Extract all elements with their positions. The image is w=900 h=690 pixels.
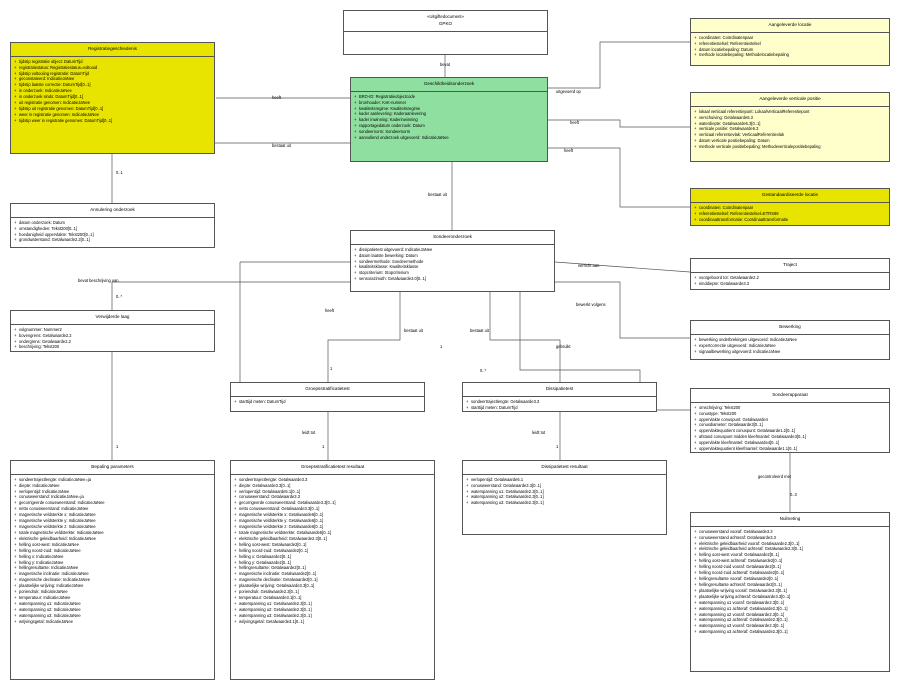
attribute: verticaal referentievlak: VerticaalReferentievlak (699, 132, 785, 138)
class-groepsstratificatietest-resultaat-title: Groepsstratificatietest resultaat (300, 464, 365, 469)
class-dissipatietest-resultaat[interactable] (462, 460, 667, 535)
attribute: datum onderzoek: Datum (19, 219, 65, 225)
attribute: sondeermethode: Sondeermethode (359, 258, 424, 264)
class-traject-title: Traject (783, 262, 797, 267)
attribute: omstandigheden: Tekst200[0..1] (19, 225, 77, 231)
edge-label: 0..* (116, 294, 123, 299)
attribute: magnetische declinatie: IndicatieJaNee (19, 577, 91, 583)
edge-label: uitgevoerd op (556, 89, 581, 94)
attribute: elektrische geleidbaarheid achteraf: Getalwaarde2.3[0..1] (699, 546, 803, 552)
edge-label: gebruikt (556, 344, 571, 349)
attribute: totale magnetische veldsterkte: IndicatieJaNee (19, 529, 104, 535)
class-nulmeting[interactable] (690, 512, 890, 672)
edge-label: 1 (556, 444, 559, 449)
attribute: omschrijving: Tekst200 (699, 404, 741, 410)
edge-label: 1 (116, 444, 119, 449)
class-sondeeronderzoek-attributes: + dissipatietest uitgevoerd: IndicatieJaNee + datum laatste bewerking: Datum + sondeermethode: Sondeermethode + kwaliteitsklasse: Kwaliteitsklasse + stopcriterium: Stopcriterium + sensorazimuth: Getalwaarde3.0[0..1] (354, 246, 433, 282)
attribute: bewerking onderbrekingen uitgevoerd: IndicatieJaNee (699, 336, 797, 342)
attribute: elektrische geleidbaarheid: IndicatieJaNee (19, 535, 96, 541)
class-aangeleverde-verticale-positie-attributes: + lokaal verticaal referentiepunt: LokaalVerticaalReferentiepunt + verschuiving: Getalwaarde6.3 + waterdiepte: Getalwaarde6.3[0..1] + verticale positie: Getalwaarde6.3 + verticaal referentievlak: VerticaalReferentievlak + datum verticale positiebepaling: Datum + methode verticale positiebepaling: Methodeverticalepositiebepaling (694, 108, 821, 150)
class-registratiegeschiedenis-title: Registratiegeschiedenis (88, 46, 137, 51)
class-traject[interactable] (690, 258, 890, 290)
class-dissipatietest-resultaat-attributes: + verlopentijd: Getalwaarde5.1 + conusweerstand: Getalwaarde3.3[0..1] + waterspanning u1: Getalwaarde2.3[0..1] + waterspanning u2: Getalwaarde2.3[0..1] + waterspanning u3: Getalwaarde2.3[0..1] (466, 476, 544, 506)
attribute: ondergrens: Getalwaarde2.2 (19, 338, 71, 344)
edge-label: 0..* (480, 368, 487, 373)
edge-label: heeft (564, 148, 574, 153)
attribute: totale magnetische veldsterkte: Getalwaarde6[0..1] (239, 529, 332, 535)
attribute: kader inwinning: Kaderinwinning (359, 117, 418, 123)
class-traject-attributes: + voorgeboord tot: Getalwaarde2.2 + einddiepte: Getalwaarde3.3 (694, 274, 759, 286)
class-bewerking-attributes: + bewerking onderbrekingen uitgevoerd: IndicatieJaNee + expertcorrectie uitgevoerd: IndicatieJaNee + signaalbewerking uitgevoerd: IndicatieJaNee (694, 336, 797, 354)
attribute: helling y: IndicatieJaNee (19, 559, 64, 565)
attribute: kader aanlevering: Kaderaanlevering (359, 111, 426, 117)
class-annulering-onderzoek-attributes: + datum onderzoek: Datum + omstandigheden: Tekst200[0..1] + hoedanigheid oppervlakte: Tekst200[0..1] + grondwaterstand: Getalwaarde2.2[0..1] (14, 219, 94, 243)
attribute: waterspanning u3: Getalwaarde2.3[0..1] (471, 500, 544, 506)
edge-label: heeft (325, 308, 335, 313)
class-dissipatietest-resultaat-title: Dissipatietest resultaat (541, 464, 588, 469)
attribute: conusweerstand: Getalwaarde3.3[0..1] (471, 482, 542, 488)
attribute: uit registratie genomen: IndicatieJaNee (19, 100, 90, 106)
attribute: plaatselijke wrijving: IndicatieJaNee (19, 583, 84, 589)
attribute: starttijd meten: DatumTijd (239, 398, 286, 404)
attribute: magnetische veldsterkte z: Getalwaarde6[0..1] (239, 524, 324, 530)
attribute: coordinaten: Coördinatenpaar (699, 204, 754, 210)
attribute: netto conusweerstand: Getalwaarde3.3[0..1] (239, 506, 320, 512)
class-annulering-onderzoek-title: Annulering onderzoek (90, 207, 135, 212)
attribute: conusweerstand achteraf: Getalwaarde3.3 (699, 534, 776, 540)
class-bepaling-parameters-attributes: + sondeertrajectlengte: IndicatieJaNee=ja + diepte: IndicatieJaNee + verlopentijd: IndicatieJaNee + conusweerstand: IndicatieJaNee=ja + gecorrigeerde conusweerstand: IndicatieJaNee + netto conusweerstand: IndicatieJaNee + magnetische veldsterkte x: IndicatieJaNee + magnetische veldsterkte y: IndicatieJaNee + magnetische veldsterkte z: IndicatieJaNee + totale magnetische veldsterkte: IndicatieJaNee + elektrische geleidbaarheid: IndicatieJaNee + helling oost-west: IndicatieJaNee + helling noord-zuid: IndicatieJaNee + helling x: IndicatieJaNee + helling y: IndicatieJaNee + hellingresultante: IndicatieJaNee + magnetische inclinatie: IndicatieJaNee + magnetische declinatie: IndicatieJaNee + plaatselijke wrijving: IndicatieJaNee + poriendruk: IndicatieJaNee + temperatuur: IndicatieJaNee + waterspanning u1: IndicatieJaNee + waterspanning u2: IndicatieJaNee + waterspanning u3: IndicatieJaNee + wrijvingsgetal: IndicatieJaNee (14, 476, 105, 624)
attribute: conusdiameter: Getalwaarde3[0..1] (699, 422, 763, 428)
attribute: waterspanning u3: Getalwaarde2.3[0..1] (239, 612, 312, 618)
attribute: hellingresultante: Getalwaarde2[0..1] (239, 565, 306, 571)
attribute: plaatselijke wrijving: Getalwaarde3.3[0..1] (239, 583, 315, 589)
attribute: waterspanning u2: Getalwaarde2.3[0..1] (471, 494, 544, 500)
class-geschiktheidsonderzoek[interactable] (350, 77, 548, 162)
attribute: waterspanning u1: IndicatieJaNee (19, 601, 81, 607)
attribute: poriendruk: IndicatieJaNee (19, 589, 68, 595)
edge-label: 0..1 (116, 170, 123, 175)
attribute: weer in registratie genomen: IndicatieJaNee (19, 111, 99, 117)
class-gpko-stereotype: «Uitgiftedocument» (426, 14, 465, 19)
attribute: voorgeboord tot: Getalwaarde2.2 (699, 274, 759, 280)
class-bepaling-parameters[interactable] (10, 460, 215, 680)
class-verwijderde-laag-attributes: + volgnummer: Nummer2 + bovengrens: Getalwaarde2.2 + ondergrens: Getalwaarde2.2 + beschrijving: Tekst200 (14, 326, 72, 350)
attribute: temperatuur: Getalwaarde3.1[0..1] (239, 595, 302, 601)
attribute: sondeertrajectlengte: IndicatieJaNee=ja (19, 476, 92, 482)
attribute: referentiestelsel: Referentiestelsel (699, 40, 761, 46)
class-gestandaardiseerde-locatie[interactable] (690, 188, 890, 226)
edge-label: verricht aan (578, 263, 600, 268)
class-groepsstratificatietest[interactable] (230, 382, 425, 412)
attribute: wrijvingsgetal: Getalwaarde3.1[0..1] (239, 618, 304, 624)
attribute: helling x: Getalwaarde2[0..1] (239, 553, 291, 559)
class-verwijderde-laag-title: Verwijderde laag (95, 314, 130, 319)
attribute: coordinaattransformatie: Coördinaattransformatie (699, 216, 789, 222)
attribute: oppervlakte kleefmantel: Getalwaarde4[0..1] (699, 440, 780, 446)
attribute: helling noord-zuid achteraf: Getalwaarde2[0..1] (699, 570, 785, 576)
attribute: helling y: Getalwaarde2[0..1] (239, 559, 291, 565)
edge-label: bevat beschrijving van (78, 278, 119, 283)
edge-label: bestaat uit (404, 328, 423, 333)
attribute: magnetische declinatie: Getalwaarde2[0..1] (239, 577, 318, 583)
edge-label: leidt tot (302, 430, 316, 435)
attribute: waterdiepte: Getalwaarde6.3[0..1] (699, 120, 761, 126)
attribute: sondeertrajectlengte: Getalwaarde3.3 (471, 398, 540, 404)
attribute: magnetische inclinatie: Getalwaarde2[0..1] (239, 571, 317, 577)
class-groepsstratificatietest-title: Groepsstratificatietest (305, 386, 350, 391)
class-dissipatietest[interactable] (462, 382, 657, 412)
attribute: datum locatiebepaling: Datum (699, 46, 754, 52)
attribute: expertcorrectie uitgevoerd: IndicatieJaNee (699, 342, 776, 348)
attribute: tijdstip laatste correctie: DatumTijd[0..1] (19, 82, 91, 88)
edge-label: bevat (440, 62, 451, 67)
class-gpko[interactable] (343, 10, 548, 55)
edge-label: 1 (330, 366, 333, 371)
attribute: diepte: Getalwaarde3.3[0..1] (239, 482, 291, 488)
attribute: verlopentijd: Getalwaarde5.1[0..1] (239, 488, 301, 494)
class-gpko-title: GPKO (438, 21, 453, 27)
edge-label: bestaat uit (470, 328, 489, 333)
attribute: kwaliteitsregime: Kwaliteitsregime (359, 105, 421, 111)
class-bewerking[interactable] (690, 320, 890, 360)
attribute: elektrische geleidbaarheid vooraf: Getalwaarde2.3[0..1] (699, 540, 800, 546)
attribute: helling noord-zuid: IndicatieJaNee (19, 547, 81, 553)
class-sondeeronderzoek-title: Sondeeronderzoek (433, 234, 472, 239)
edge-label: gecontroleerd met (758, 474, 791, 479)
edge-label: bewerkt volgens (576, 302, 606, 307)
edge-label: leidt tot (532, 430, 546, 435)
attribute: netto conusweerstand: IndicatieJaNee (19, 506, 89, 512)
attribute: gecorrigeerde conusweerstand: Getalwaarde3.3[0..1] (239, 500, 336, 506)
attribute: waterspanning u2 vooraf: Getalwaarde2.3[0..1] (699, 611, 785, 617)
class-aangeleverde-locatie-attributes: + coordinaten: Coördinatenpaar + referentiestelsel: Referentiestelsel + datum locatiebepaling: Datum + methode locatiebepaling: Methodelocatiebepaling (694, 34, 789, 58)
attribute: starttijd meten: DatumTijd (471, 404, 518, 410)
class-groepsstratificatietest-resultaat-attributes: + sondeertrajectlengte: Getalwaarde3.3 + diepte: Getalwaarde3.3[0..1] + verlopentijd: Getalwaarde5.1[0..1] + conusweerstand: Getalwaarde3.3 + gecorrigeerde conusweerstand: Getalwaarde3.3[0..1] + netto conusweerstand: Getalwaarde3.3[0..1] + magnetische veldsterkte x: Getalwaarde6[0..1] + magnetische veldsterkte y: Getalwaarde6[0..1] + magnetische veldsterkte z: Getalwaarde6[0..1] + totale magnetische veldsterkte: Getalwaarde6[0..1] + elektrische geleidbaarheid: Getalwaarde2.3[0..1] + helling oost-west: Getalwaarde2[0..1] + helling noord-zuid: Getalwaarde2[0..1] + helling x: Getalwaarde2[0..1] + helling y: Getalwaarde2[0..1] + hellingresultante: Getalwaarde2[0..1] + magnetische inclinatie: Getalwaarde2[0..1] + magnetische declinatie: Getalwaarde2[0..1] + plaatselijke wrijving: Getalwaarde3.3[0..1] + poriendruk: Getalwaarde2.3[0..1] + temperatuur: Getalwaarde3.1[0..1] + waterspanning u1: Getalwaarde2.3[0..1] + waterspanning u2: Getalwaarde2.3[0..1] + waterspanning u3: Getalwaarde2.3[0..1] + wrijvingsgetal: Getalwaarde3.1[0..1] (234, 476, 336, 624)
attribute: waterspanning u2: IndicatieJaNee (19, 606, 81, 612)
attribute: stopcriterium: Stopcriterium (359, 270, 409, 276)
attribute: waterspanning u1: Getalwaarde2.3[0..1] (239, 601, 312, 607)
attribute: oppervlakte conuspunt: Getalwaarde4 (699, 416, 768, 422)
attribute: waterspanning u2 achteraf: Getalwaarde2.3[0..1] (699, 617, 788, 623)
attribute: verlopentijd: IndicatieJaNee (19, 488, 70, 494)
class-bepaling-parameters-title: Bepaling parameters (91, 464, 134, 469)
attribute: in onderzoek sinds: DatumTijd[0..1] (19, 94, 84, 100)
edge-label: 1 (440, 344, 443, 349)
attribute: bovengrens: Getalwaarde2.2 (19, 332, 72, 338)
class-dissipatietest-title: Dissipatietest (545, 386, 574, 391)
class-geschiktheidsonderzoek-title: Geschiktheidsonderzoek (423, 81, 475, 86)
class-groepsstratificatietest-resultaat[interactable] (230, 460, 435, 680)
attribute: waterspanning u3 achteraf: Getalwaarde2.3[0..1] (699, 629, 788, 635)
edge-label: bestaat uit (272, 143, 291, 148)
class-gestandaardiseerde-locatie-attributes: + coordinaten: Coördinatenpaar + referentiestelsel: Referentiestelsel=ETRS89 + coordinaattransformatie: Coördinaattransformatie (694, 204, 789, 222)
attribute: waterspanning u1: Getalwaarde2.3[0..1] (471, 488, 544, 494)
attribute: tijdstip weer in registratie genomen: DatumTijd[0..1] (19, 117, 113, 123)
attribute: hellingresultante achteraf: Getalwaarde2[0..1] (699, 581, 782, 587)
attribute: hellingresultante: IndicatieJaNee (19, 565, 79, 571)
attribute: helling oost-west: IndicatieJaNee (19, 541, 79, 547)
attribute: in onderzoek: IndicatieJaNee (19, 88, 72, 94)
attribute: conusweerstand: Getalwaarde3.3 (239, 494, 300, 500)
class-aangeleverde-verticale-positie[interactable] (690, 92, 890, 162)
class-bewerking-title: Bewerking (779, 324, 801, 329)
class-sondeerapparaat[interactable] (690, 388, 890, 453)
attribute: plaatselijke wrijving vooraf: Getalwaarde3.3[0..1] (699, 587, 787, 593)
attribute: registratiestatus: Registratiestatus=voltooid (19, 64, 98, 70)
attribute: conustype: Tekst200 (699, 410, 737, 416)
attribute: oppervlaktequotient conuspunt: Getalwaarde1.2[0..1] (699, 428, 796, 434)
attribute: oppervlaktequotient kleefmantel: Getalwaarde1.1[0..1] (699, 446, 798, 452)
attribute: coordinaten: Coördinatenpaar (699, 34, 754, 40)
attribute: magnetische inclinatie: IndicatieJaNee (19, 571, 89, 577)
class-gpko-separator (344, 31, 547, 32)
attribute: sondeernorm: Sondeernorm (359, 129, 411, 135)
attribute: magnetische veldsterkte z: IndicatieJaNee (19, 524, 96, 530)
attribute: verticale positie: Getalwaarde6.3 (699, 126, 759, 132)
attribute: datum laatste bewerking: Datum (359, 252, 418, 258)
attribute: datum verticale positiebepaling: Datum (699, 138, 770, 144)
attribute: volgnummer: Nummer2 (19, 326, 62, 332)
attribute: methode verticale positiebepaling: Methodeverticalepositiebepaling (699, 144, 821, 150)
attribute: einddiepte: Getalwaarde3.3 (699, 280, 750, 286)
class-registratiegeschiedenis[interactable] (10, 42, 215, 154)
attribute: bronhouder: KvK-nummer (359, 99, 407, 105)
class-nulmeting-attributes: + conusweerstand vooraf: Getalwaarde3.3 + conusweerstand achteraf: Getalwaarde3.3 + elektrische geleidbaarheid vooraf: Getalwaarde2.3[0..1] + elektrische geleidbaarheid achteraf: Getalwaarde2.3[0..1] + helling oost-west vooraf: Getalwaarde2[0..1] + helling oost-west achteraf: Getalwaarde2[0..1] + helling noord-zuid vooraf: Getalwaarde2[0..1] + helling noord-zuid achteraf: Getalwaarde2[0..1] + hellingresultante vooraf: Getalwaarde2[0..1] + hellingresultante achteraf: Getalwaarde2[0..1] + plaatselijke wrijving vooraf: Getalwaarde3.3[0..1] + plaatselijke wrijving achteraf: Getalwaarde3.3[0..1] + waterspanning u1 vooraf: Getalwaarde2.3[0..1] + waterspanning u1 achteraf: Getalwaarde2.3[0..1] + waterspanning u2 vooraf: Getalwaarde2.3[0..1] + waterspanning u2 achteraf: Getalwaarde2.3[0..1] + waterspanning u3 vooraf: Getalwaarde2.3[0..1] + waterspanning u3 achteraf: Getalwaarde2.3[0..1] (694, 528, 803, 635)
edge-label: heeft (272, 95, 282, 100)
class-verwijderde-laag[interactable] (10, 310, 215, 352)
attribute: sensorazimuth: Getalwaarde3.0[0..1] (359, 276, 426, 282)
attribute: geconstateerd: IndicatieJaNee (19, 76, 75, 82)
edge-label: 0..3 (790, 492, 797, 497)
attribute: conusweerstand vooraf: Getalwaarde3.3 (699, 528, 773, 534)
attribute: poriendruk: Getalwaarde2.3[0..1] (239, 589, 299, 595)
attribute: wrijvingsgetal: IndicatieJaNee (19, 618, 73, 624)
attribute: lokaal verticaal referentiepunt: LokaalVerticaalReferentiepunt (699, 108, 810, 114)
attribute: helling noord-zuid vooraf: Getalwaarde2[0..1] (699, 564, 781, 570)
attribute: helling oost-west achteraf: Getalwaarde2[0..1] (699, 558, 783, 564)
attribute: hoedanigheid oppervlakte: Tekst200[0..1] (19, 231, 94, 237)
class-sondeeronderzoek[interactable] (350, 230, 555, 292)
attribute: magnetische veldsterkte x: IndicatieJaNee (19, 512, 96, 518)
attribute: plaatselijke wrijving achteraf: Getalwaarde3.3[0..1] (699, 593, 791, 599)
class-sondeerapparaat-attributes: + omschrijving: Tekst200 + conustype: Tekst200 + oppervlakte conuspunt: Getalwaarde4 + conusdiameter: Getalwaarde3[0..1] + oppervlaktequotient conuspunt: Getalwaarde1.2[0..1] + afstand conuspunt midden kleefmantel: Getalwaarde3[0..1] + oppervlakte kleefmantel: Getalwaarde4[0..1] + oppervlaktequotient kleefmantel: Getalwaarde1.1[0..1] (694, 404, 806, 452)
class-dissipatietest-attributes: + sondeertrajectlengte: Getalwaarde3.3 + starttijd meten: DatumTijd (466, 398, 540, 410)
attribute: BRO-ID: Registratieobjectcode (359, 93, 415, 99)
attribute: dissipatietest uitgevoerd: IndicatieJaNee (359, 246, 433, 252)
attribute: kwaliteitsklasse: Kwaliteitsklasse (359, 264, 419, 270)
attribute: verlopentijd: Getalwaarde5.1 (471, 476, 524, 482)
attribute: afstand conuspunt midden kleefmantel: Getalwaarde3[0..1] (699, 434, 806, 440)
attribute: waterspanning u1 vooraf: Getalwaarde2.3[0..1] (699, 599, 785, 605)
attribute: tijdstip registratie object: DatumTijd (19, 58, 83, 64)
class-gestandaardiseerde-locatie-title: Gestandaardiseerde locatie (761, 192, 819, 197)
attribute: helling noord-zuid: Getalwaarde2[0..1] (239, 547, 309, 553)
class-registratiegeschiedenis-attributes: + tijdstip registratie object: DatumTijd + registratiestatus: Registratiestatus=voltooid + tijdstip voltooiing registratie: DatumTijd + geconstateerd: IndicatieJaNee + tijdstip laatste correctie: DatumTijd[0..1] + in onderzoek: IndicatieJaNee + in onderzoek sinds: DatumTijd[0..1] + uit registratie genomen: IndicatieJaNee + tijdstip uit registratie genomen: DatumTijd[0..1] + weer in registratie genomen: IndicatieJaNee + tijdstip weer in registratie genomen: DatumTijd[0..1] (14, 58, 113, 123)
attribute: waterspanning u3 vooraf: Getalwaarde2.3[0..1] (699, 623, 785, 629)
edge-label: 1 (322, 444, 325, 449)
attribute: elektrische geleidbaarheid: Getalwaarde2.3[0..1] (239, 535, 327, 541)
attribute: verschuiving: Getalwaarde6.3 (699, 114, 753, 120)
class-annulering-onderzoek[interactable] (10, 203, 215, 248)
attribute: waterspanning u1 achteraf: Getalwaarde2.3[0..1] (699, 605, 788, 611)
attribute: helling oost-west: Getalwaarde2[0..1] (239, 541, 307, 547)
attribute: aanvullend onderzoek uitgevoerd: IndicatieJaNee (359, 135, 449, 141)
attribute: waterspanning u3: IndicatieJaNee (19, 612, 81, 618)
class-geschiktheidsonderzoek-attributes: + BRO-ID: Registratieobjectcode + bronhouder: KvK-nummer + kwaliteitsregime: Kwaliteitsregime + kader aanlevering: Kaderaanlevering + kader inwinning: Kaderinwinning + rapportagedatum onderzoek: Datum + sondeernorm: Sondeernorm + aanvullend onderzoek uitgevoerd: IndicatieJaNee (354, 93, 449, 141)
attribute: tijdstip uit registratie genomen: DatumTijd[0..1] (19, 106, 104, 112)
class-sondeerapparaat-title: Sondeerapparaat (772, 392, 808, 397)
attribute: rapportagedatum onderzoek: Datum (359, 123, 425, 129)
attribute: beschrijving: Tekst200 (19, 344, 60, 350)
class-aangeleverde-verticale-positie-title: Aangeleverde verticale positie (759, 96, 821, 101)
attribute: tijdstip voltooiing registratie: DatumTijd (19, 70, 89, 76)
attribute: temperatuur: IndicatieJaNee (19, 595, 71, 601)
attribute: signaalbewerking uitgevoerd: IndicatieJaNee (699, 348, 781, 354)
class-aangeleverde-locatie-title: Aangeleverde locatie (768, 22, 812, 27)
attribute: waterspanning u2: Getalwaarde2.3[0..1] (239, 606, 312, 612)
edge-label: bestaat uit (428, 192, 447, 197)
attribute: diepte: IndicatieJaNee (19, 482, 60, 488)
class-nulmeting-title: Nulmeting (779, 516, 801, 521)
edge-label: heeft (570, 120, 580, 125)
attribute: helling x: IndicatieJaNee (19, 553, 64, 559)
attribute: methode locatiebepaling: Methodelocatiebepaling (699, 52, 789, 58)
attribute: conusweerstand: IndicatieJaNee=ja (19, 494, 84, 500)
attribute: helling oost-west vooraf: Getalwaarde2[0..1] (699, 552, 779, 558)
attribute: sondeertrajectlengte: Getalwaarde3.3 (239, 476, 308, 482)
attribute: hellingresultante vooraf: Getalwaarde2[0..1] (699, 576, 779, 582)
class-groepsstratificatietest-attributes: + starttijd meten: DatumTijd (234, 398, 286, 404)
attribute: grondwaterstand: Getalwaarde2.2[0..1] (19, 237, 90, 243)
attribute: gecorrigeerde conusweerstand: IndicatieJaNee (19, 500, 105, 506)
attribute: magnetische veldsterkte y: IndicatieJaNee (19, 518, 96, 524)
attribute: magnetische veldsterkte x: Getalwaarde6[0..1] (239, 512, 324, 518)
attribute: magnetische veldsterkte y: Getalwaarde6[0..1] (239, 518, 324, 524)
class-aangeleverde-locatie[interactable] (690, 18, 890, 66)
attribute: referentiestelsel: Referentiestelsel=ETRS89 (699, 210, 779, 216)
